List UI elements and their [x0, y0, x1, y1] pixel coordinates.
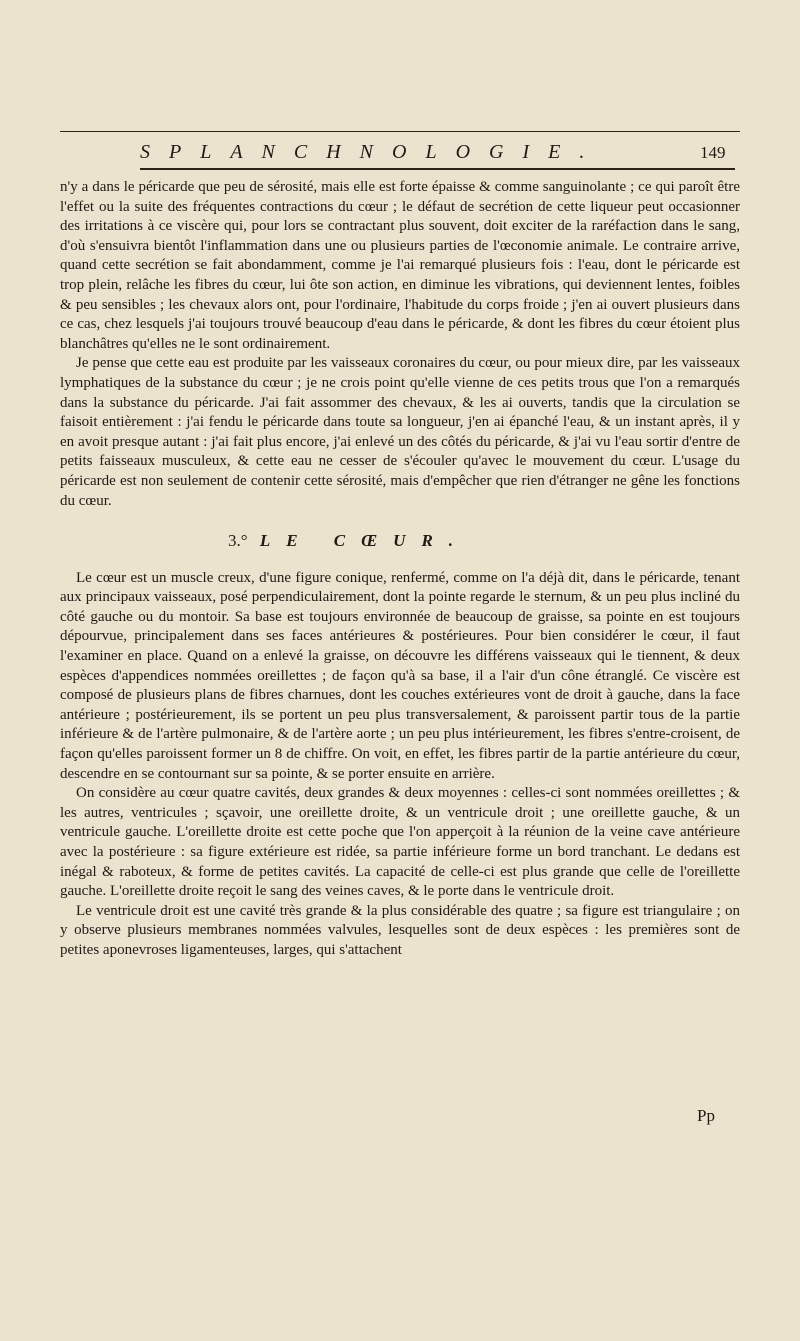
section-title: LE CŒUR. — [259, 531, 470, 551]
section-number: 3.° — [228, 531, 248, 551]
section-heading — [60, 531, 740, 551]
paragraph: Le cœur est un muscle creux, d'une figure conique, renfermé, comme on l'a déjà dit, dans le péricarde, tenant aux principaux vaisseaux, posé perpendiculairement, dont la pointe regarde le sternum, & un peu plus incliné du côté gauche ou du montoir. Sa base est toujours environnée de beaucoup de graisse, sa pointe en est toujours dépourvue, principalement dans ses faces antérieures & postérieures. Pour bien considérer le cœur, il faut l'examiner en place. Quand on a enlevé la graisse, on découvre les différens vaisseaux qui le tiennent, & deux espèces d'appendices nommées oreillettes ; de façon qu'à sa base, il a l'air d'un cône étranglé. Ce viscère est composé de plusieurs plans de fibres charnues, dont les couches extérieures vont de droit à gauche, dans la face antérieure ; postérieurement, ils se portent un peu plus transversalement, & paroissent partir tous de la partie inférieure & de l'artère pulmonaire, & de l'artère aorte ; un peu plus intérieurement, les fibres s'entre-croisent, de façon qu'elles paroissent former un 8 de chiffre. On voit, en effet, les fibres partir de la partie antérieure du cœur, descendre en se contournant sur sa pointe, & se porter ensuite en arrière. — [60, 569, 740, 782]
running-title: SPLANCHNOLOGIE. — [140, 141, 604, 163]
header-rule — [140, 168, 735, 170]
paragraph: n'y a dans le péricarde que peu de sérosité, mais elle est forte épaisse & comme sanguinolante ; ce qui paroît être l'effet ou la suite des fréquentes contractions du cœur ; le défaut de secrétion de cette liqueur peut occasionner des irritations à ce viscère qui, pour lors se contractant plus souvent, doit exciter de la raréfaction dans le sang, d'où s'ensuivra bientôt l'inflammation dans une ou plusieurs parties de l'œconomie animale. Le contraire arrive, quand cette secrétion se fait abondamment, comme je l'ai remarqué plusieurs fois : l'eau, dont le péricarde est trop plein, relâche les fibres du cœur, lui ôte son action, en diminue les vibrations, qui deviennent lentes, foibles & peu sensibles ; les chevaux alors ont, pour l'ordinaire, l'habitude du corps froide ; j'en ai ouvert plusieurs dans ce cas, chez lesquels j'ai toujours trouvé beaucoup d'eau dans le péricarde, & dont les fibres du cœur étoient plus blanchâtres qu'elles ne le sont ordinairement. — [60, 179, 740, 352]
paragraph: On considère au cœur quatre cavités, deux grandes & deux moyennes : celles-ci sont nommées oreillettes ; & les autres, ventricules ; sçavoir, une oreillette droite, & un ventricule droit ; une oreillette gauche, & un ventricule gauche. L'oreillette droite est cette poche que l'on apperçoit à la réunion de la veine cave antérieure avec la postérieure : sa figure extérieure est ridée, sa partie inférieure forme un bord tranchant. Le dedans est inégal & raboteux, & forme de petites cavités. La capacité de celle-ci est plus grande que celle de l'oreillette gauche. L'oreillette droite reçoit le sang des veines caves, & le porte dans le ventricule droit. — [60, 785, 740, 900]
page-body — [60, 178, 740, 961]
top-rule — [60, 131, 740, 132]
signature-mark: Pp — [697, 1106, 715, 1125]
paragraph: Je pense que cette eau est produite par les vaisseaux coronaires du cœur, ou pour mieux dire, par les vaisseaux lymphatiques de la substance du cœur ; je ne crois point qu'elle vienne de ces petits trous que l'on a remarqués dans la substance du péricarde. J'ai fait assommer des chevaux, & les ai ouverts, tandis que la circulation se faisoit entièrement : j'ai fendu le péricarde dans toute sa longueur, j'en ai épanché l'eau, & un instant après, il y en avoit presque autant : j'ai fait plus encore, j'ai enlevé un des côtés du péricarde, & j'ai vu l'eau sortir d'entre de petits faisseaux musculeux, & cette eau ne cesser de s'écouler qu'avec le mouvement du cœur. L'usage du péricarde est non seulement de contenir cette sérosité, mais d'empêcher que rien d'étranger ne gêne les fonctions du cœur. — [60, 355, 740, 509]
page-number: 149 — [700, 143, 726, 162]
paragraph: Le ventricule droit est une cavité très grande & la plus considérable des quatre ; sa figure est triangulaire ; on y observe plusieurs membranes nommées valvules, lesquelles sont de deux espèces : les premières sont de petites aponevroses ligamenteuses, larges, qui s'attachent — [60, 902, 740, 958]
